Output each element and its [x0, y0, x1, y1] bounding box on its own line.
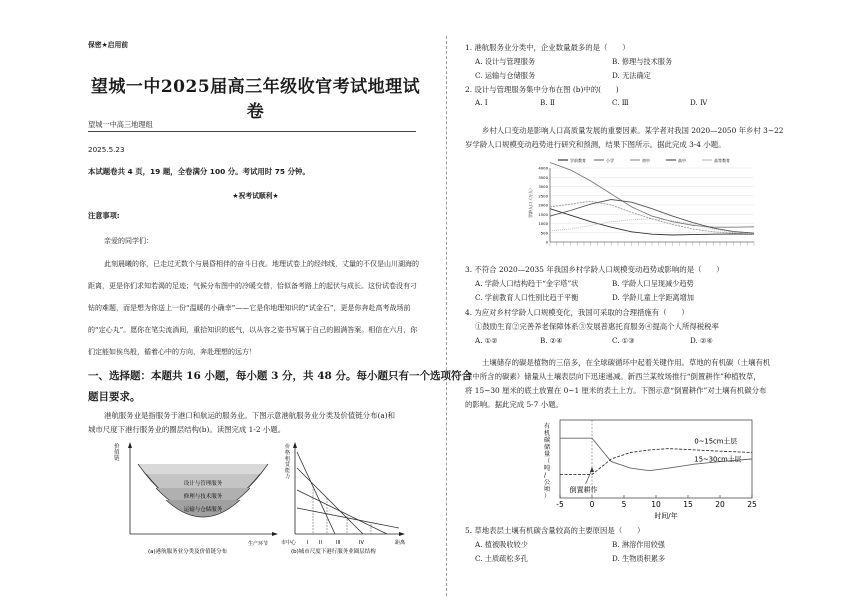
y-tick-label: 1000 [538, 221, 548, 226]
band-label: 修理与技术服务 [183, 494, 223, 500]
question-2-stem: 2. 设计与管理服务集中分布在图 (b)中的( ) [465, 85, 619, 94]
question-5-option: A. 植被吸收较少 [475, 540, 528, 549]
exam-info: 本试题卷共 4 页，19 题，全卷满分 100 分。考试用时 75 分钟。 [88, 167, 310, 176]
passage-line: 土壤储存的碳是植物的三倍多，在全球碳循环中起着关键作用。草地的有机碳（土壤有机 [482, 358, 771, 367]
y-tick-label: 500 [540, 230, 548, 236]
notice-line: 距离，更是你们求知若渴的足迹；气候分布图中的冷暖交替，恰似备考路上的起伏与成长。这份试卷没有刁 [88, 282, 417, 290]
exam-wish: ★祝考试顺利★ [232, 192, 279, 200]
notice-title: 注意事项: [88, 211, 120, 220]
question-2-option: D. Ⅳ [690, 98, 708, 107]
secret-label: 保密★启用前 [88, 41, 129, 49]
question-5-option: B. 淋溶作用较强 [612, 540, 665, 549]
series-line [550, 163, 754, 228]
question-5-stem: 5. 草地表层土壤有机碳含量较高的主要原因是（ ） [465, 526, 645, 535]
series-line [550, 209, 754, 235]
figure-b [283, 438, 423, 556]
x-tick-label: 10 [651, 500, 661, 509]
annotation-arrowhead [590, 467, 594, 472]
series-line [550, 201, 754, 233]
legend-label: 学前教育 [570, 158, 586, 163]
band-label: 运输与仓储服务 [183, 507, 223, 513]
y-axis-label: 有机碳储量（吨/公顷） [544, 423, 551, 500]
exam-date: 2025.5.23 [88, 145, 125, 154]
band-label: 设计与管理服务 [183, 481, 223, 487]
x-tick-label: 20 [715, 500, 725, 509]
question-3-stem: 3. 不符合 2020—2035 年我国乡村学龄人口规模变动趋势或影响的是（ ） [465, 265, 724, 274]
figure-a [108, 438, 280, 556]
question-4-stem: 4. 为应对乡村学龄人口规模变化，我国可采取的合理措施有（ ） [465, 308, 689, 317]
zone-label: II [319, 540, 322, 546]
question-3-option: A. 学龄人口结构趋于“金字塔”状 [475, 279, 579, 288]
figure-b-ylabel: 价格租赁能力 [285, 444, 291, 480]
annotation: 倒置耕作 [569, 486, 598, 494]
question-4-option: C. ①③ [612, 336, 635, 345]
y-tick-label: 2500 [538, 193, 548, 199]
passage-line: 质中所含的碳素）储量从土壤表层向下迅速递减。新西兰某牧场推行“倒置耕作”种植牧草， [465, 372, 761, 381]
question-5-option: D. 生物质积累多 [612, 554, 666, 563]
section-heading: 一、选择题：本题共 16 小题，每小题 3 分，共 48 分。每小题只有一个选项符合 [88, 370, 472, 382]
x-tick-label: 15 [683, 500, 693, 509]
passage-line: 将 15~30 厘米的底土放置在 0~1 厘米的表土上方。下图示意“倒置耕作”对土壤有机碳分布 [465, 386, 767, 395]
soil-carbon-chart [520, 412, 770, 524]
legend-label: 高中 [678, 158, 686, 163]
y-tick-label: 4000 [538, 165, 548, 171]
series-line [550, 219, 754, 234]
age-chart-ylabel: 学龄人口（万人） [528, 186, 533, 218]
x-tick-label: 5 [621, 500, 627, 509]
question-2-option: C. Ⅲ [612, 98, 629, 107]
figure-b-origin: 市中心 [281, 540, 297, 546]
question-1-stem: 1. 港航服务业分类中，企业数量最多的是（ ） [465, 43, 630, 52]
y-tick-label: 3500 [538, 174, 548, 180]
x-tick-label: 25 [747, 500, 757, 509]
passage-line: 乡村人口变动是影响人口高质量发展的重要因素。某学者对我国 2020—2050 年乡村 3~22 [482, 126, 784, 135]
x-axis-label: 时间/年 [654, 512, 678, 520]
y-tick-label: 3000 [538, 184, 548, 189]
legend-label: 初中 [642, 158, 650, 163]
passage-line: 港航服务业是指服务于港口和航运的服务业。下图示意港航服务业分类及价值链分布(a)和 [104, 411, 396, 420]
legend-label: 小学 [606, 158, 614, 163]
zone-label: IV [359, 540, 364, 546]
age-population-chart [528, 154, 760, 258]
notice-line: 们定能如俟鸟般，循着心中的方向，奔赴理想的远方！ [88, 348, 256, 356]
column-divider [446, 36, 447, 596]
figure-b-caption: (b)城市尺度下港行服务业圈层结构 [291, 549, 376, 555]
question-3-option: C. 学前教育人口性别比趋于平衡 [475, 293, 579, 302]
question-4-option: D. ②④ [690, 336, 713, 345]
figure-a-xlabel: 生产环节 [248, 541, 269, 547]
series-label: 0~15cm土层 [694, 437, 738, 446]
question-1-option: D. 无法确定 [612, 71, 651, 80]
section-heading: 题目要求。 [88, 391, 141, 403]
question-4-option: A. ①② [475, 336, 498, 345]
question-1-option: C. 运输与仓储服务 [475, 71, 536, 80]
passage-line: 岁学龄人口规模变动趋势进行研究和预测，结果下图所示。据此完成 3-4 小题。 [465, 140, 726, 149]
zone-label: I [307, 540, 309, 546]
question-4-option: B. ②④ [540, 336, 563, 345]
question-1-option: A. 设计与管理服务 [475, 57, 536, 66]
y-tick-label: 0 [545, 239, 548, 245]
notice-line: 此刻晨曦的你，已走过无数个与晨昏相伴的奋斗日夜。地理试卷上的经纬线，丈量的不仅是山川湖海的 [104, 260, 419, 268]
question-2-option: A. Ⅰ [475, 98, 488, 107]
x-tick-label: -5 [556, 500, 564, 509]
legend-label: 高等教育 [714, 158, 730, 163]
question-3-option: B. 学龄人口呈现减少趋势 [612, 279, 694, 288]
figure-a-ylabel: 价值链 [114, 444, 120, 462]
question-3-option: D. 学龄儿童上学距离增加 [612, 293, 694, 302]
passage-line: 城市尺度下港行服务业的圈层结构(b)。读图完成 1-2 小题。 [88, 425, 286, 434]
question-5-option: C. 土质疏松多孔 [475, 554, 528, 563]
zone-label: III [336, 540, 341, 546]
series-label: 15~30cm土层 [694, 455, 742, 464]
notice-line: 钻的难题，而是想为你送上一份“温暖的小确幸”——它是你地理知识的“试金石”，更是你奔赴高考战场前 [88, 304, 411, 312]
passage-line: 的影响。据此完成 5-7 小题。 [465, 400, 563, 409]
exam-group: 望城一中高三地理组 [88, 120, 416, 132]
question-2-option: B. Ⅱ [540, 98, 555, 107]
x-tick-label: 0 [589, 500, 595, 509]
y-tick-label: 2000 [538, 202, 548, 208]
figure-b-xlabel: 距离 [395, 540, 406, 546]
notice-line: 的“定心丸”。愿你在笔尖流淌间，重拾知识的底气，以从容之姿书写属于自己的圆满答案。相信在六月，你 [88, 326, 418, 334]
y-tick-label: 1500 [538, 211, 548, 217]
question-4-line2: ①鼓励生育②完善养老保障体系③发展普惠托育服务④提高个人所得税税率 [475, 322, 719, 331]
greeting: 亲爱的同学们： [104, 237, 153, 245]
figure-a-caption: (a)港航服务业分类及价值链分布 [148, 549, 228, 555]
question-1-option: B. 修理与技术服务 [612, 57, 673, 66]
exam-title: 望城一中2025届高三年级收官考试地理试卷 [90, 77, 421, 122]
